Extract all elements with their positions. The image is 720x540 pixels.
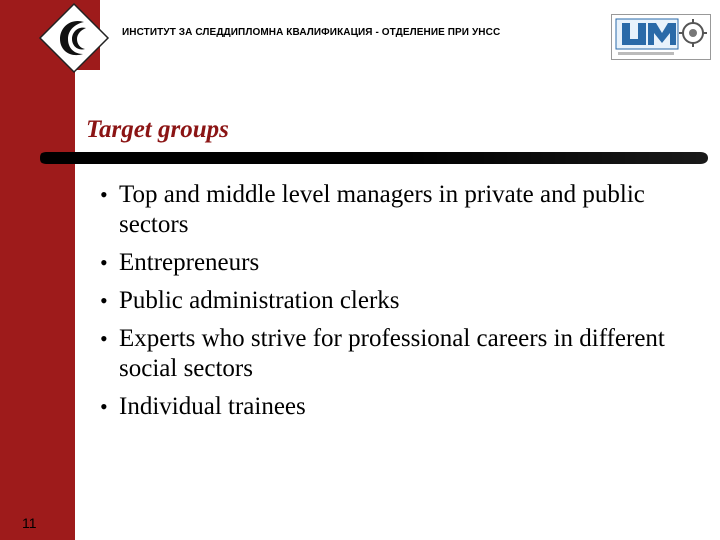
bullet-text: Experts who strive for professional careers in different social sectors: [119, 325, 665, 382]
list-item: [100, 248, 680, 278]
bullet-list: [100, 180, 680, 430]
unss-logo-icon: [611, 14, 711, 60]
bullet-dot-icon: •: [100, 250, 108, 275]
bullet-dot-icon: •: [100, 326, 108, 351]
bullet-dot-icon: •: [100, 182, 108, 207]
list-item: [100, 392, 680, 422]
bullet-text: Public administration clerks: [119, 287, 400, 314]
title-divider: [32, 150, 708, 166]
bullet-text: Individual trainees: [119, 393, 306, 420]
bullet-dot-icon: •: [100, 394, 108, 419]
bullet-text: Top and middle level managers in private and public sectors: [119, 181, 645, 238]
slide-title: Target groups: [86, 116, 229, 143]
bullet-dot-icon: •: [100, 288, 108, 313]
institute-header-text: ИНСТИТУТ ЗА СЛЕДДИПЛОМНА КВАЛИФИКАЦИЯ - ОТДЕЛЕНИЕ ПРИ УНСС: [122, 27, 501, 38]
list-item: [100, 286, 680, 316]
list-item: [100, 324, 680, 384]
institute-logo-icon: [38, 2, 110, 74]
list-item: [100, 180, 680, 240]
bullet-text: Entrepreneurs: [119, 249, 260, 276]
left-accent-band: [0, 0, 75, 540]
page-number: 11: [22, 515, 37, 531]
